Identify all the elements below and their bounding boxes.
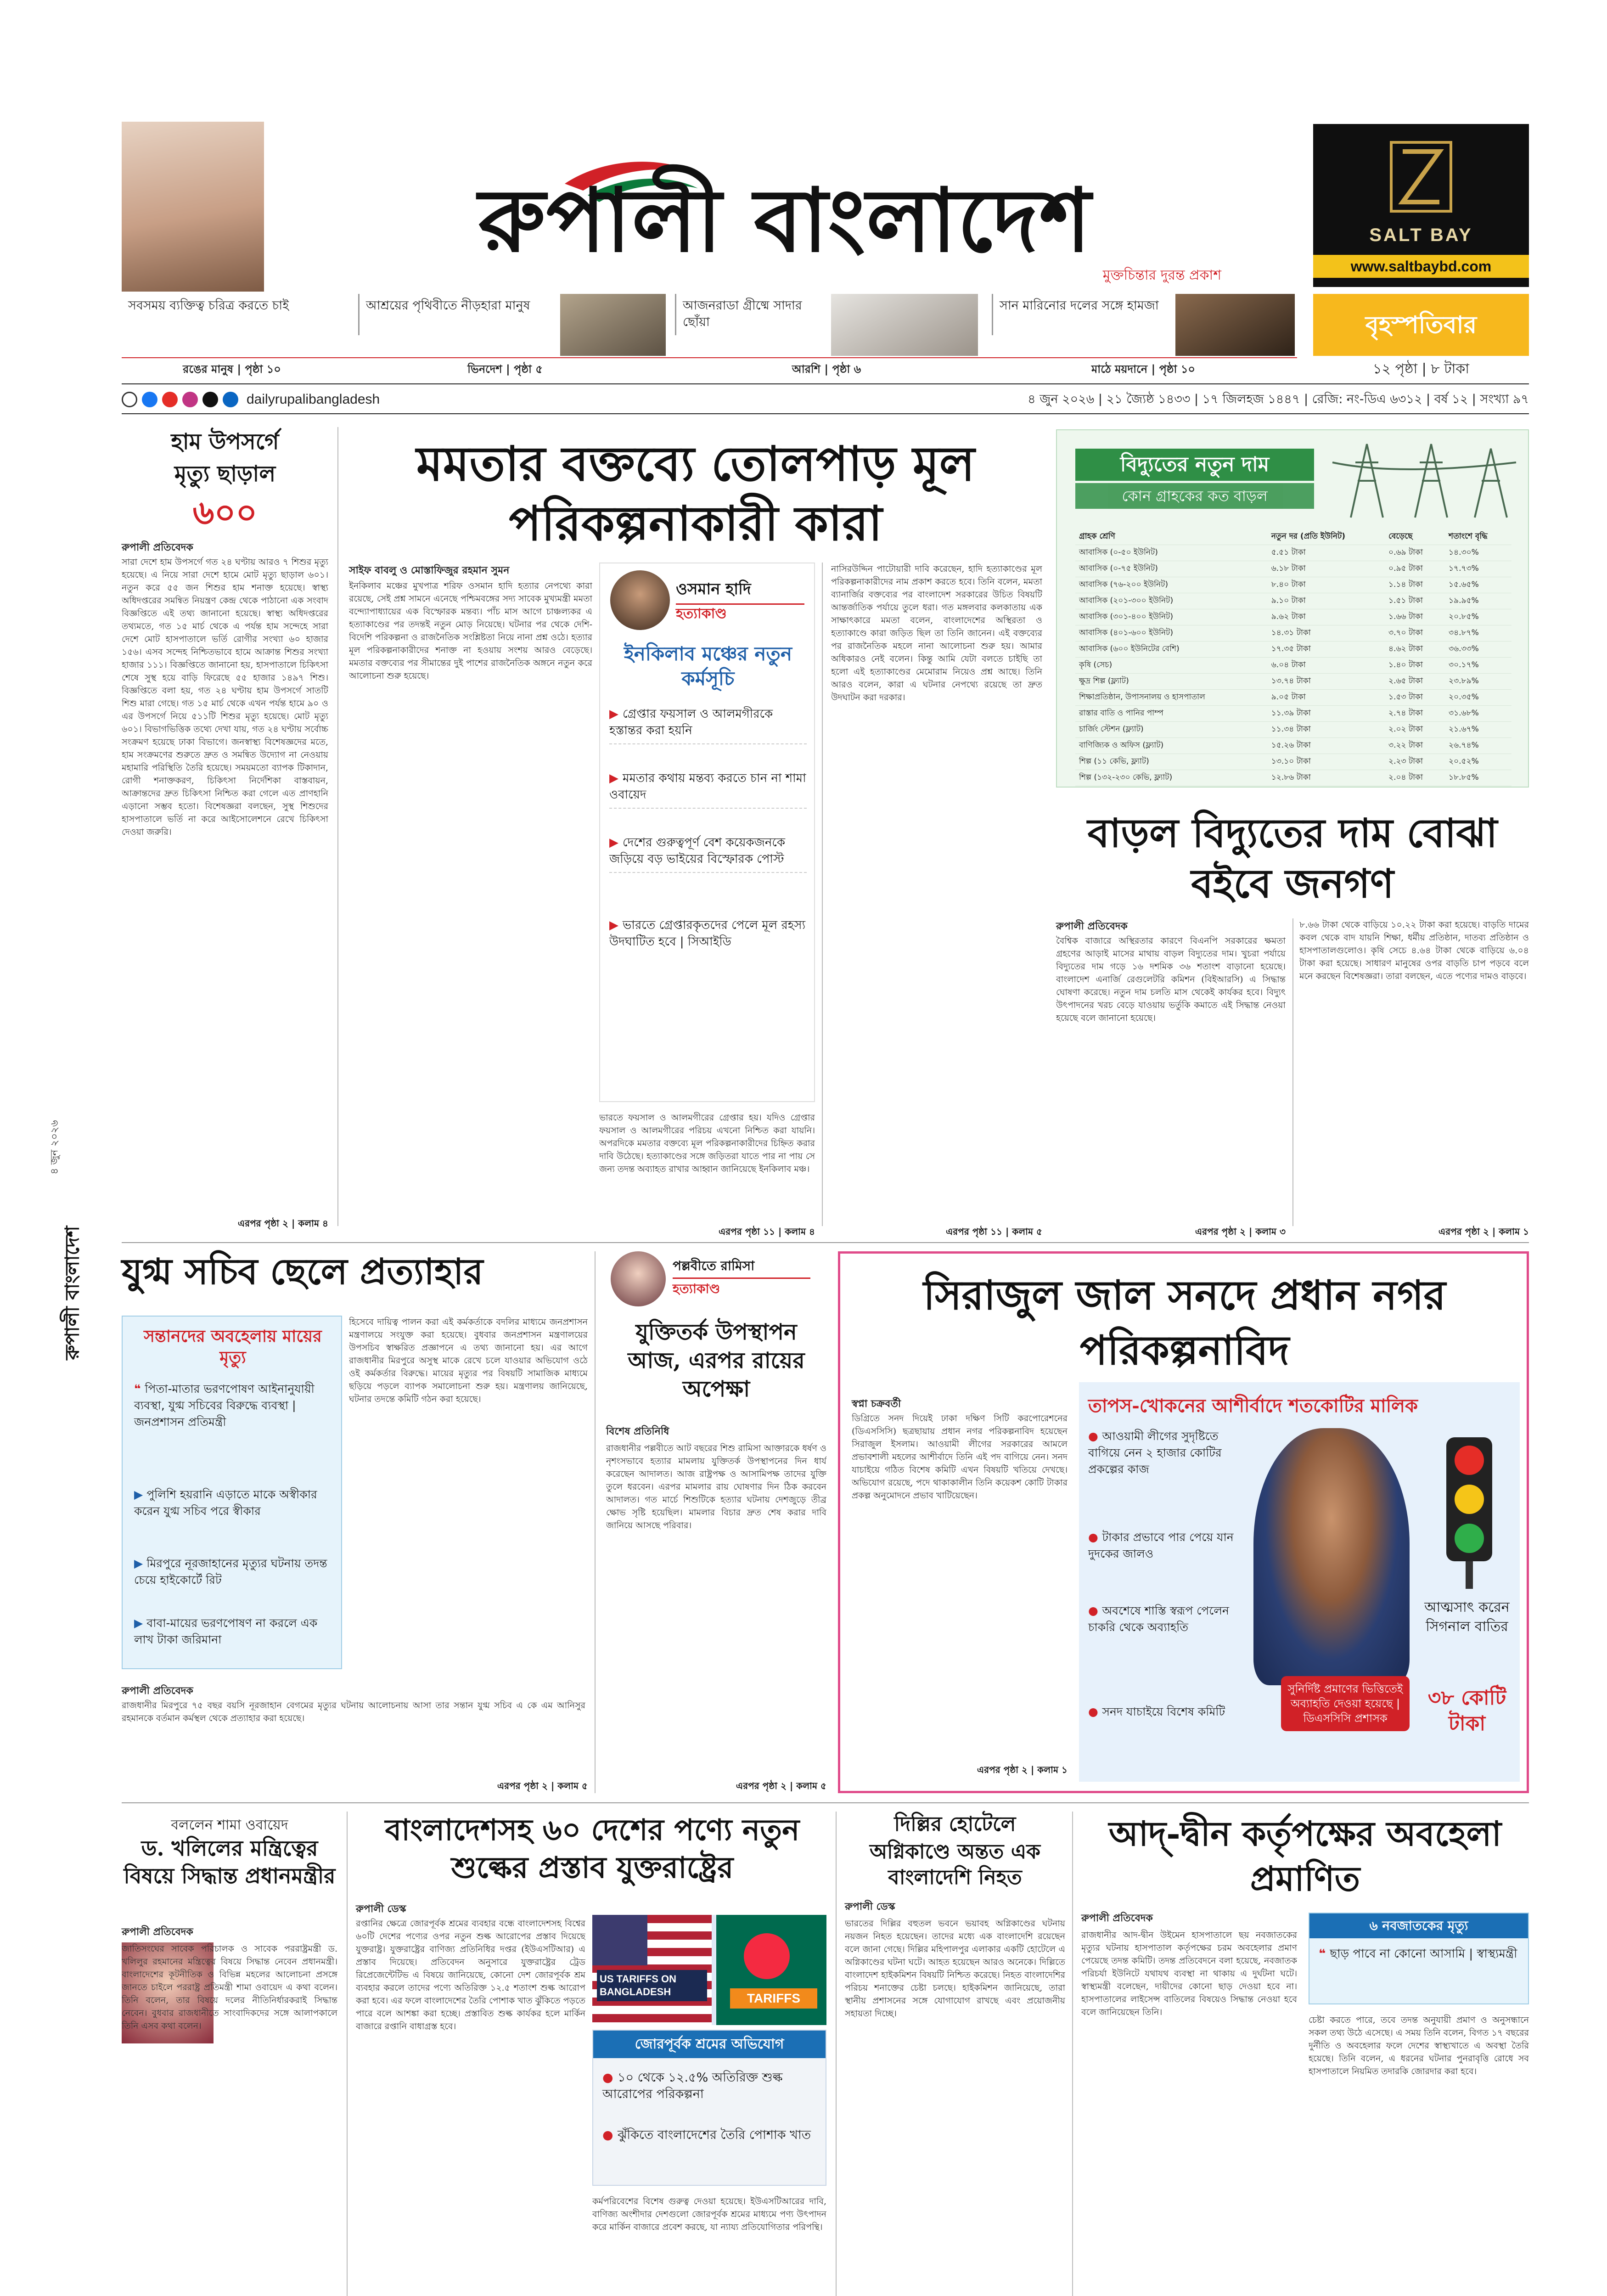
row2-bottom-rule	[122, 1802, 1529, 1803]
teaser-foot-rule	[122, 357, 1297, 358]
tariff-cell: ১৮.৮৫%	[1445, 770, 1511, 786]
tariff-cell: কৃষি (সেচ)	[1075, 658, 1268, 674]
masthead-tagline: মুক্তচিন্তার দুরন্ত প্রকাশ	[1102, 267, 1221, 283]
tariff-cell: ১৫.২৬ টাকা	[1268, 738, 1385, 754]
tariff-cell: রাস্তার বাতি ও পানির পাম্প	[1075, 706, 1268, 722]
khalil-headline: ড. খলিলের মন্ত্রিত্বের বিষয়ে সিদ্ধান্ত প্রধানমন্ত্রীর	[124, 1836, 336, 1888]
secretary-point-3: ▶ মিরপুরে নূরজাহানের মৃত্যুর ঘটনায় তদন্ত চেয়ে হাইকোর্টে রিট	[134, 1557, 327, 1587]
ramisa-kicker-label: হত্যাকাণ্ড	[673, 1281, 720, 1296]
tariff-row	[1075, 738, 1511, 754]
tariff-cell: ২০.৩৫%	[1445, 690, 1511, 706]
tariff-cell: ৫.৫১ টাকা	[1268, 545, 1385, 561]
tariff-cell: ক্ষুদ্র শিল্প (ফ্ল্যাট)	[1075, 674, 1268, 690]
khalil-byline: রুপালী প্রতিবেদক	[122, 1926, 193, 1938]
measles-jump[interactable]: এরপর পৃষ্ঠা ২ | কলাম ৪	[237, 1218, 328, 1229]
tariff-row	[1075, 690, 1511, 706]
saltbay-logo-icon	[1313, 124, 1529, 239]
mamata-right-body: নাসিরউদ্দিন পাটোয়ারী দাবি করেছেন, হাদি হত্যাকাণ্ডের মূল পরিকল্পনাকারীদের নাম প্রকাশ করতে হবে। তিনি বলেন, মমতা ব্যানার্জির বক্তব্যের পর বাংলাদেশ সরকারের উচিত বিষয়টি আন্তর্জাতিক পর্যায়ে তুলে ধরা। গত মঙ্গলবার কলকাতায় এক সাক্ষাৎকারে মমতা বলেন, বাংলাদেশের অস্থিরতা ও হত্যাকাণ্ডে কারা জড়িত ছিল তা তিনি জানেন। এই বক্তব্যের পর রাজনৈতিক মহলে নানা আলোচনা শুরু হয়। আমার অধিকারও নেই বলেন। কিন্তু আমি যেটা বলতে চাইছি তা হলো এই হত্যাকাণ্ডের মেমোরাম নিয়েও প্রশ্ন আছে। তিনি আরও বলেন, কারা এ ঘটনার নেপথ্যে রয়েছে তা দ্রুত উদঘাটন করা দরকার।	[831, 564, 1042, 703]
tariff-row	[1075, 625, 1511, 642]
tariff-row	[1075, 561, 1511, 577]
tariff-cell: ১১.৩৪ টাকা	[1268, 722, 1385, 738]
tariff-cell: ৩.২২ টাকা	[1385, 738, 1445, 754]
teaser-photo-actress	[122, 122, 264, 292]
tariff-cell: ৮.৪০ টাকা	[1268, 577, 1385, 593]
facebook-icon[interactable]	[142, 392, 157, 407]
measles-kicker: হাম উপসর্গে	[171, 429, 279, 455]
hadi-point-1: ▶ গ্রেপ্তার ফয়সাল ও আলমগীরকে হস্তান্তর করা হয়নি	[609, 706, 807, 744]
hadi-point-3: ▶ দেশের গুরুত্বপূর্ণ বেশ কয়েকজনকে জড়িয়ে বড় ভাইয়ের বিস্ফোরক পোস্ট	[609, 834, 807, 873]
col-rule-1	[337, 427, 338, 1226]
hadi-point-4: ▶ ভারতে গ্রেপ্তারকৃতদের পেলে মূল রহস্য উদঘাটিত হবে | সিআইডি	[609, 918, 806, 949]
tariff-col-increase: বেড়েছে	[1385, 529, 1445, 545]
secretary-box-title: সন্তানদের অবহেলায় মায়ের মৃত্যু	[144, 1327, 322, 1367]
tariff-body-2: কর্মপরিবেশের বিশেষ গুরুত্ব দেওয়া হয়েছে। ইউএসটিআরের দাবি, বাণিজ্য অংশীদার দেশগুলো জোরপূর্বক শ্রমের মাধ্যমে পণ্য উৎপাদন করে মার্কিন বাজারে প্রবেশ করছে, যা ন্যায্য প্রতিযোগিতার পরিপন্থি।	[592, 2196, 826, 2232]
tariff-cell: ২১.৬৭%	[1445, 722, 1511, 738]
tariff-cell: ১৫.৬৫%	[1445, 577, 1511, 593]
tariff-cell: ৩৪.৮৭%	[1445, 625, 1511, 642]
tariff-cell: ৪.৬২ টাকা	[1385, 642, 1445, 658]
pages-price: ১২ পৃষ্ঠা | ৮ টাকা	[1372, 361, 1470, 377]
ramisa-body: রাজধানীর পল্লবীতে আট বছরের শিশু রামিসা আক্তারকে ধর্ষণ ও নৃশংসভাবে হত্যার মামলায় যুক্তিতর্ক উপস্থাপনের দিন ধার্য করেছেন আদালত। আজ রাষ্ট্রপক্ষ ও আসামিপক্ষ তাদের যুক্তি তুলে ধরবেন। এরপর মামলার রায় ঘোষণার দিন ঠিক করবেন আদালত। গত মার্চে শিশুটিকে হত্যার ঘটনায় দেশজুড়ে তীব্র ক্ষোভ সৃষ্টি হয়েছিল। মামলার বিচার দ্রুত শেষ করার দাবি জানিয়ে আসছে পরিবার।	[606, 1443, 826, 1531]
hadi-photo	[610, 570, 670, 630]
tariff-row	[1075, 609, 1511, 625]
teaser-3[interactable]	[675, 294, 826, 335]
logo-wordmark[interactable]	[349, 156, 1221, 271]
tariff-cell: ১৭.৩৫ টাকা	[1268, 642, 1385, 658]
spine-label	[28, 1102, 115, 1360]
teaser-4-text: সান মারিনোর দলের সঙ্গে হামজা	[1000, 298, 1159, 313]
measles-number: ৬০০	[192, 493, 258, 532]
power-byline: রুপালী প্রতিবেদক	[1056, 921, 1128, 932]
mamata-body-1: ইনকিলাব মঞ্চের মুখপাত্র শরিফ ওসমান হাদি হত্যার নেপথ্যে কারা রয়েছে, সেই প্রশ্ন সামনে এনেছে পশ্চিমবঙ্গের সদ্য সাবেক মুখ্যমন্ত্রী মমতা বন্দ্যোপাধ্যায়ের এক বিস্ফোরক মন্তব্য। পাঁচ মাস আগে চাঞ্চল্যকর এ হত্যাকাণ্ডের পর তদন্তই নতুন মোড় নিয়েছে। ঘটনার পর থেকে দেশি-বিদেশি পরিকল্পনা ও রাজনৈতিক সংশ্লিষ্টতা নিয়ে নানা প্রশ্ন ওঠে। হত্যার মূল পরিকল্পনাকারীদের শনাক্ত না হওয়ায় সংশয় আরও বেড়েছে। মমতার বক্তব্যের পর সীমান্তের দুই পাশের রাজনৈতিক অঙ্গনে নতুন করে আলোচনা শুরু হয়েছে।	[349, 581, 592, 681]
measles-headline: মৃত্যু ছাড়াল	[174, 461, 276, 487]
tariff-cell: ১৪.৩১ টাকা	[1268, 625, 1385, 642]
planner-point-3: ● অবশেষে শাস্তি স্বরূপ পেলেন চাকরি থেকে অব্যাহতি	[1088, 1604, 1229, 1634]
secretary-jump[interactable]: এরপর পৃষ্ঠা ২ | কলাম ৫	[497, 1780, 588, 1791]
tariff-col-category: গ্রাহক শ্রেণি	[1075, 529, 1268, 545]
khalil-body: জাতিসংঘের সাবেক পরিচালক ও সাবেক পররাষ্ট্রমন্ত্রী ড. খলিলুর রহমানের মন্ত্রিত্বের বিষয়ে সিদ্ধান্ত নেবেন প্রধানমন্ত্রী। বাংলাদেশের কূটনীতিক ও বিভিন্ন মহলের আলোচনা প্রসঙ্গে জানতে চাইলে পররাষ্ট্র প্রতিমন্ত্রী শামা ওবায়েদ এ কথা বলেন। তিনি বলেন, তার বিষয়ে দলের নীতিনির্ধারকরাই সিদ্ধান্ত নেবেন। বুধবার রাজধানীতে সাংবাদিকদের সঙ্গে আলাপকালে তিনি এসব কথা বলেন।	[122, 1944, 337, 2031]
tariff-badge-us: US TARIFFS ON BANGLADESH	[597, 1970, 707, 2001]
tariff-row	[1075, 722, 1511, 738]
tariff-cell: ১৩.১০ টাকা	[1268, 754, 1385, 770]
tariff-box-title: জোরপূর্বক শ্রমের অভিযোগ	[593, 2031, 826, 2058]
tariff-cell: ৯.০৫ টাকা	[1268, 690, 1385, 706]
tariff-cell: ১২.৮৬ টাকা	[1268, 770, 1385, 786]
power-box-title: বিদ্যুতের নতুন দাম	[1075, 449, 1314, 481]
delhi-headline: অগ্নিকাণ্ডে অন্তত এক বাংলাদেশি নিহত	[870, 1840, 1040, 1889]
planner-jump[interactable]: এরপর পৃষ্ঠা ২ | কলাম ১	[977, 1764, 1068, 1775]
tariff-row	[1075, 658, 1511, 674]
negligence-headline: আদ্-দ্বীন কর্তৃপক্ষের অবহেলা প্রমাণিত	[1108, 1814, 1502, 1899]
col-rule-4	[595, 1251, 596, 1793]
signal-text: আত্মসাৎ করেন সিগনাল বাতির	[1424, 1599, 1510, 1635]
tariff-cell: ১.৪০ টাকা	[1385, 658, 1445, 674]
col-rule-2	[822, 563, 823, 1226]
tariff-cell: ১৪.৩০%	[1445, 545, 1511, 561]
tariff-cell: আবাসিক (৪০১-৬০০ ইউনিট)	[1075, 625, 1268, 642]
mamata-body-2: ভারতে ফয়সাল ও আলমগীরের গ্রেপ্তার হয়। যদিও গ্রেপ্তার ফয়সাল ও আলমগীরের পরিচয় এখনো নিশ্চিত করা যায়নি। অপরদিকে মমতার বক্তব্যে মূল পরিকল্পনাকারীদের চিহ্নিত করার দাবি উঠেছে। হত্যাকাণ্ডের সঙ্গে জড়িতরা যাতে পার না পায় সে জন্য তদন্ত অব্যাহত রাখার আহ্বান জানিয়েছে ইনকিলাব মঞ্চ।	[599, 1113, 815, 1174]
tariff-cell: ২০.৮৫%	[1445, 609, 1511, 625]
tariff-graphic	[592, 1915, 826, 2025]
secretary-body: হিসেবে দায়িত্ব পালন করা এই কর্মকর্তাকে বদলির মাধ্যমে জনপ্রশাসন মন্ত্রণালয়ে সংযুক্ত করা হয়েছে। বুধবার জনপ্রশাসন মন্ত্রণালয়ের উপসচিব স্বাক্ষরিত প্রজ্ঞাপনে এ তথ্য জানানো হয়। এর আগে রাজধানীর মিরপুরে অসুস্থ মাকে রেখে চলে যাওয়ার অভিযোগ ওঠে ওই কর্মকর্তার বিরুদ্ধে। মায়ের মৃত্যুর পর বিষয়টি সামাজিক মাধ্যমে ছড়িয়ে পড়লে ব্যাপক সমালোচনা শুরু হয়। মন্ত্রণালয় জানিয়েছে, ঘটনার তদন্তে কমিটি গঠন করা হয়েছে।	[349, 1317, 588, 1404]
planner-point-2: ● টাকার প্রভাবে পার পেয়ে যান দুদকের জালও	[1088, 1531, 1234, 1560]
tariff-cell: ৩০.১৭%	[1445, 658, 1511, 674]
instagram-icon[interactable]	[182, 392, 198, 407]
col-rule-6	[836, 1812, 837, 2296]
planner-quote: সুনির্দিষ্ট প্রমাণের ভিত্তিতেই অব্যাহতি দেওয়া হয়েছে | ডিএসসিসি প্রশাসক	[1281, 1676, 1410, 1731]
linkedin-icon[interactable]	[223, 392, 238, 407]
tariff-row	[1075, 577, 1511, 593]
traffic-light-icon	[1433, 1437, 1506, 1589]
power-body-1: বৈশ্বিক বাজারে অস্থিরতার কারণে বিএনপি সরকারের ক্ষমতা গ্রহণের আড়াই মাসের মাথায় বাড়ল বিদ্যুতের দাম। খুচরা পর্যায়ে বিদ্যুতের দাম গড়ে ১৬ দশমিক ৩৬ শতাংশ বাড়ানো হয়েছে। বাংলাদেশ এনার্জি রেগুলেটরি কমিশন (বিইআরসি) এ সিদ্ধান্ত ঘোষণা করেছে। নতুন দাম চলতি মাস থেকেই কার্যকর হবে। বিদ্যুৎ উৎপাদনের খরচ বেড়ে যাওয়ায় ভর্তুকি কমাতে এই সিদ্ধান্ত নেওয়া হয়েছে বলে জানানো হয়েছে।	[1056, 936, 1286, 1023]
hadi-name: ওসমান হাদি	[676, 577, 804, 605]
teaser-2-photo	[560, 294, 666, 356]
tariff-cell: ২.০৪ টাকা	[1385, 770, 1445, 786]
tariff-cell: ৬.১৮ টাকা	[1268, 561, 1385, 577]
planner-portrait	[1253, 1428, 1410, 1685]
tariff-cell: বাণিজ্যিক ও অফিস (ফ্ল্যাট)	[1075, 738, 1268, 754]
negligence-body-1: রাজধানীর আদ-দ্বীন উইমেন হাসপাতালে ছয় নবজাতকের মৃত্যুর ঘটনায় হাসপাতাল কর্তৃপক্ষের চরম অবহেলার প্রমাণ পেয়েছে তদন্ত কমিটি। তদন্ত প্রতিবেদনে বলা হয়েছে, নবজাতক পরিচর্যা ইউনিটে যথাযথ ব্যবস্থা না থাকায় এ দুর্ঘটনা ঘটে। স্বাস্থ্যমন্ত্রী বলেছেন, দায়ীদের কোনো ছাড় দেওয়া হবে না। হাসপাতালের লাইসেন্স বাতিলের বিষয়েও সিদ্ধান্ত নেওয়া হবে বলে জানিয়েছেন তিনি।	[1081, 1930, 1297, 2017]
power-jump-2[interactable]: এরপর পৃষ্ঠা ২ | কলাম ১	[1438, 1226, 1529, 1237]
tariff-cell: চার্জিং স্টেশন (ফ্ল্যাট)	[1075, 722, 1268, 738]
tariff-cell: ১.৫৩ টাকা	[1385, 690, 1445, 706]
mamata-jump[interactable]: এরপর পৃষ্ঠা ১১ | কলাম ৪	[718, 1226, 815, 1237]
youtube-icon[interactable]	[162, 392, 178, 407]
col-rule-3	[1292, 918, 1293, 1226]
teaser-4-photo	[1175, 294, 1295, 356]
tariff-cell: ২.৭৪ টাকা	[1385, 706, 1445, 722]
tariff-cell: শিল্প (১৩২-২৩০ কেভি, ফ্ল্যাট)	[1075, 770, 1268, 786]
tariff-cell: আবাসিক (০-৭৫ ইউনিট)	[1075, 561, 1268, 577]
planner-headline: সিরাজুল জাল সনদে প্রধান নগর পরিকল্পনাবিদ	[923, 1271, 1446, 1374]
tariff-cell: শিল্প (১১ কেভি, ফ্ল্যাট)	[1075, 754, 1268, 770]
power-jump-1[interactable]: এরপর পৃষ্ঠা ২ | কলাম ৩	[1195, 1226, 1286, 1237]
secretary-point-2: ▶ পুলিশি হয়রানি এড়াতে মাকে অস্বীকার করেন যুগ্ম সচিব পরে স্বীকার	[134, 1488, 317, 1518]
tariff-cell: ৯.১০ টাকা	[1268, 593, 1385, 609]
tariff-cell: ২.৬৫ টাকা	[1385, 674, 1445, 690]
tariff-cell: ২.২৩ টাকা	[1385, 754, 1445, 770]
ramisa-byline: বিশেষ প্রতিনিধি	[606, 1426, 669, 1437]
teaser-2-foot[interactable]: ভিনদেশ | পৃষ্ঠা ৫	[467, 363, 543, 376]
tariff-cell: আবাসিক (৬০০ ইউনিটের বেশি)	[1075, 642, 1268, 658]
power-headline: বাড়ল বিদ্যুতের দাম বোঝা বইবে জনগণ	[1087, 810, 1498, 907]
dateline-bottom-rule	[122, 413, 1529, 414]
teaser-4[interactable]	[992, 294, 1166, 335]
tariff-row	[1075, 770, 1511, 786]
tariff-cell: ১.৬৬ টাকা	[1385, 609, 1445, 625]
tariff-cell: আবাসিক (০-৫০ ইউনিট)	[1075, 545, 1268, 561]
ramisa-jump[interactable]: এরপর পৃষ্ঠা ২ | কলাম ৫	[736, 1780, 826, 1791]
tariff-cell: ২০.৫২%	[1445, 754, 1511, 770]
tariff-byline: রুপালী ডেস্ক	[356, 1903, 406, 1915]
spine-date: ৪ জুন ২০২৬	[49, 1120, 61, 1175]
tariff-cell: ৩৬.৩৩%	[1445, 642, 1511, 658]
teaser-1[interactable]	[122, 294, 310, 335]
dateline: ৪ জুন ২০২৬ | ২১ জ্যৈষ্ঠ ১৪৩৩ | ১৭ জিলহজ ১৪৪৭ | রেজি: নং-ডিএ ৬৩১২ | বর্ষ ১২ | সংখ্যা ৯৭	[1028, 392, 1529, 406]
tariff-cell: ০.৬৯ টাকা	[1385, 545, 1445, 561]
planner-box	[838, 1251, 1529, 1793]
power-body-2: ৮.৬৬ টাকা থেকে বাড়িয়ে ১০.২২ টাকা করা হয়েছে। বাড়তি দামের কবল থেকে বাদ যায়নি শিক্ষা, ধর্মীয় প্রতিষ্ঠান, দাতব্য প্রতিষ্ঠান ও হাসপাতালগুলোও। কৃষি সেচে ৪.৬৪ টাকা থেকে বাড়িয়ে ৬.০৪ টাকা করা হয়েছে। সাধারণ মানুষের ওপর বাড়তি চাপ পড়বে বলে মনে করছেন বিশেষজ্ঞরা। তারা বলছেন, এতে পণ্যের দামও বাড়বে।	[1299, 920, 1529, 981]
tariff-box	[592, 2030, 826, 2186]
tariff-badge-word: TARIFFS	[730, 1988, 817, 2009]
spine-title: রুপালী বাংলাদেশ	[61, 1226, 84, 1360]
tariff-headline: বাংলাদেশসহ ৬০ দেশের পণ্যে নতুন শুল্কের প্রস্তাব যুক্তরাষ্ট্রের	[385, 1813, 800, 1885]
measles-body: সারা দেশে হাম উপসর্গে গত ২৪ ঘণ্টায় আরও ৭ শিশুর মৃত্যু হয়েছে। এ নিয়ে সারা দেশে হামে মোট মৃত্যু ছাড়াল ৬০১। নতুন করে ৫৫ জন শিশুর হাম শনাক্ত হয়েছে। স্বাস্থ্য অধিদপ্তরের সমন্বিত নিয়ন্ত্রণ কেন্দ্র থেকে পাঠানো এক সংবাদ বিজ্ঞপ্তিতে এই তথ্য জানানো হয়েছে। স্বাস্থ্য অধিদপ্তরের তথ্যমতে, গত ১৫ মার্চ থেকে এ পর্যন্ত হাম সন্দেহে সারা দেশে মোট হাসপাতালে ভর্তি রোগীর সংখ্যা ৬০ হাজার ১৫৬। এসব সন্দেহ নিশ্চিতভাবে হামে আক্রান্ত শিশুর সংখ্যা হাজার ১১১। বিজ্ঞপ্তিতে জানানো হয়, হাসপাতালে চিকিৎসা শেষে সুস্থ হয়ে বাড়ি ফিরেছে ৫৫ হাজার ১৪৯৭ শিশু। বিজ্ঞপ্তিতে বলা হয়, গত ২৪ ঘণ্টায় হাম উপসর্গে সাতটি শিশু মারা গেছে। গত ১৫ মার্চ থেকে এখন পর্যন্ত হামে ৯০ ও এর উপসর্গে নিয়ে ৫১১টি শিশুর মৃত্যু হয়েছে। মোট মৃত্যু ৬০১। বিভাগভিত্তিক তথ্যে দেখা যায়, গত ২৪ ঘণ্টায় সর্বোচ্চ সংক্রমণ হয়েছে ঢাকা বিভাগে। জনস্বাস্থ্য বিশেষজ্ঞদের মতে, হাম সংক্রমণের শুরুতে দ্রুত ও সমন্বিত উদ্যোগ না নেওয়ায় মহামারি পরিস্থিতি তৈরি হয়েছে। সময়মতো ব্যাপক টিকাদান, রোগী শনাক্তকরণ, চিকিৎসা নির্দেশিকা বাস্তবায়ন, আক্রান্তদের দ্রুত চিকিৎসা নিশ্চিত করা গেলে এত প্রাণহানি এড়ানো সম্ভব হতো। বিশেষজ্ঞরা বলছেন, সুস্থ শিশুদের হাসপাতালে ভর্তি না করে আইসোলেশনে রেখে চিকিৎসা দেওয়া জরুরি।	[122, 557, 328, 837]
tariff-cell: আবাসিক (২০১-৩০০ ইউনিট)	[1075, 593, 1268, 609]
ramisa-photo	[611, 1251, 666, 1306]
tariff-cell: ৩.৭০ টাকা	[1385, 625, 1445, 642]
tariff-body-1: রপ্তানির ক্ষেত্রে জোরপূর্বক শ্রমের ব্যবহার বন্ধে বাংলাদেশসহ বিশ্বের ৬০টি দেশের পণ্যের ওপর নতুন শুল্ক আরোপের প্রস্তাব দিয়েছে যুক্তরাষ্ট্র। যুক্তরাষ্ট্রের বাণিজ্য প্রতিনিধির দপ্তর (ইউএসটিআর) এ প্রস্তাব দিয়েছে। প্রতিবেদন অনুসারে যুক্তরাষ্ট্রের ট্রেড রিপ্রেজেন্টেটিভ এ বিষয়ে জানিয়েছে, কোনো দেশ জোরপূর্বক শ্রম ব্যবহার করলে তাদের পণ্যে অতিরিক্ত ১২.৫ শতাংশ শুল্ক আরোপ করা হবে। এর ফলে বাংলাদেশের তৈরি পোশাক খাত ঝুঁকিতে পড়তে পারে বলে আশঙ্কা করা হচ্ছে। প্রস্তাবিত শুল্ক কার্যকর হলে মার্কিন বাজারে রপ্তানি বাধাগ্রস্ত হবে।	[356, 1919, 585, 2032]
web-icon[interactable]	[122, 392, 137, 407]
power-tariff-table	[1075, 529, 1511, 786]
tariff-cell: ১৭.৭৩%	[1445, 561, 1511, 577]
tariff-row	[1075, 674, 1511, 690]
delhi-body: ভারতের দিল্লির বহুতল ভবনে ভয়াবহ অগ্নিকাণ্ডের ঘটনায় নয়জন নিহত হয়েছেন। তাদের মধ্যে এক বাংলাদেশি রয়েছেন বলে জানা গেছে। দিল্লির মহিপালপুর এলাকার একটি হোটেলে এ অগ্নিকাণ্ডের ঘটনা ঘটে। আহত হয়েছেন আরও অনেকে। দিল্লিতে বাংলাদেশ হাইকমিশন বিষয়টি নিশ্চিত করেছে। নিহত বাংলাদেশির পরিচয় শনাক্তের চেষ্টা চলছে। হাইকমিশন জানিয়েছে, তারা স্থানীয় প্রশাসনের সঙ্গে যোগাযোগ রাখছে এবং প্রয়োজনীয় সহায়তা দিচ্ছে।	[845, 1919, 1065, 2019]
day-box	[1313, 294, 1529, 356]
negligence-quote: ❝ ছাড় পাবে না কোনো আসামি | স্বাস্থ্যমন্ত্রী	[1319, 1947, 1517, 1961]
tariff-cell: ১১.৩৯ টাকা	[1268, 706, 1385, 722]
us-flag-canton	[592, 1915, 647, 1965]
tariff-cell: ৩১.৬৮%	[1445, 706, 1511, 722]
hadi-sidebar	[599, 563, 815, 1102]
mamata-byline: সাইফ বাবলু ও মোস্তাফিজুর রহমান সুমন	[349, 565, 510, 576]
delhi-kicker: দিল্লির হোটেলে	[894, 1812, 1016, 1836]
negligence-body-2: চেষ্টা করতে পারে, তবে তদন্ত অনুযায়ী প্রমাণ ও অনুসন্ধানে সকল তথ্য উঠে এসেছে। এ সময় তিনি বলেন, বিগত ১৭ বছরের দুর্নীতি ও অবহেলার ফলে দেশের স্বাস্থ্যখাতে এ অবস্থা তৈরি হয়েছে। তিনি বলেন, এ ধরনের ঘটনার পুনরাবৃত্তি রোধে সব হাসপাতালে নিয়মিত তদারকি জোরদার করা হবে।	[1309, 2015, 1529, 2077]
secretary-headline: যুগ্ম সচিব ছেলে প্রত্যাহার	[122, 1251, 483, 1293]
tariff-cell: ৯.৬২ টাকা	[1268, 609, 1385, 625]
teaser-4-foot[interactable]: মাঠে ময়দানে | পৃষ্ঠা ১০	[1091, 363, 1195, 376]
power-tower-icon	[1323, 435, 1521, 522]
dateline-top-rule	[122, 383, 1529, 384]
social-handle[interactable]: dailyrupalibangladesh	[247, 392, 380, 407]
ramisa-headline: যুক্তিতর্ক উপস্থাপন আজ, এরপর রায়ের অপেক্ষা	[628, 1319, 805, 1402]
negligence-box	[1309, 1913, 1529, 2004]
secretary-byline: রুপালী প্রতিবেদক	[122, 1685, 193, 1697]
teaser-3-foot[interactable]: আরশি | পৃষ্ঠা ৬	[792, 363, 861, 376]
saltbay-url: www.saltbaybd.com	[1313, 255, 1529, 278]
masthead-title: রুপালী বাংলাদেশ	[478, 169, 1092, 271]
teaser-1-text: সবসময় ব্যক্তিত্ব চরিত্র করতে চাই	[128, 298, 289, 313]
tariff-cell: ১৯.৯৫%	[1445, 593, 1511, 609]
tariff-cell: ১.১৪ টাকা	[1385, 577, 1445, 593]
secretary-point-4: ▶ বাবা-মায়ের ভরণপোষণ না করলে এক লাখ টাকা জরিমানা	[134, 1616, 318, 1646]
saltbay-ad[interactable]	[1313, 124, 1529, 287]
planner-graphic	[1079, 1382, 1520, 1782]
tariff-point-2: ● ঝুঁকিতে বাংলাদেশের তৈরি পোশাক খাত	[602, 2128, 811, 2142]
tariff-row	[1075, 593, 1511, 609]
tariff-cell: ১.৫১ টাকা	[1385, 593, 1445, 609]
secretary-box	[122, 1316, 342, 1669]
hadi-point-2: ▶ মমতার কথায় মন্তব্য করতে চান না শামা ওবায়েদ	[609, 770, 807, 809]
tariff-cell: ০.৯৫ টাকা	[1385, 561, 1445, 577]
negligence-box-title: ৬ নবজাতকের মৃত্যু	[1309, 1913, 1528, 1938]
social-icons	[122, 389, 380, 410]
day-label: বৃহস্পতিবার	[1365, 311, 1477, 339]
power-box	[1056, 429, 1529, 788]
secretary-point-1: ❝ পিতা-মাতার ভরণপোষণ আইনানুযায়ী ব্যবস্থা, যুগ্ম সচিবের বিরুদ্ধে ব্যবস্থা | জনপ্রশাসন প্রতিমন্ত্রী	[134, 1382, 315, 1429]
mamata-headline: মমতার বক্তব্যে তোলপাড় মূল পরিকল্পনাকারী কারা	[416, 435, 975, 551]
x-icon[interactable]	[202, 392, 218, 407]
khalil-kicker: বললেন শামা ওবায়েদ	[171, 1817, 288, 1833]
mamata-right-jump[interactable]: এরপর পৃষ্ঠা ১১ | কলাম ৫	[945, 1226, 1042, 1237]
planner-banner: তাপস-খোকনের আশীর্বাদে শতকোটির মালিক	[1088, 1395, 1418, 1417]
col-rule-7	[1072, 1812, 1073, 2296]
teaser-1-foot[interactable]: রঙের মানুষ | পৃষ্ঠা ১০	[183, 363, 281, 376]
measles-byline: রুপালী প্রতিবেদক	[122, 542, 193, 553]
tariff-col-percent: শতাংশে বৃদ্ধি	[1445, 529, 1511, 545]
teaser-2[interactable]	[358, 294, 556, 335]
power-box-subtitle: কোন গ্রাহকের কত বাড়ল	[1075, 483, 1314, 509]
row1-bottom-rule	[122, 1242, 1529, 1243]
tariff-cell: ২৩.৮৯%	[1445, 674, 1511, 690]
saltbay-brand: SALT BAY	[1369, 225, 1473, 245]
delhi-byline: রুপালী ডেস্ক	[845, 1901, 895, 1913]
tariff-cell: ১৩.৭৪ টাকা	[1268, 674, 1385, 690]
tariff-cell: ৬.০৪ টাকা	[1268, 658, 1385, 674]
planner-body: ডিগ্রিতে সনদ দিয়েই ঢাকা দক্ষিণ সিটি করপোরেশনের (ডিএসসিসি) ছত্রছায়ায় প্রধান নগর পরিকল্পনাবিদ হয়েছেন সিরাজুল ইসলাম। আওয়ামী লীগের সরকারের আমলে প্রভাবশালী মহলের আশীর্বাদে তিনি এই পদ বাগিয়ে নেন। সনদ যাচাইয়ে গঠিত বিশেষ কমিটি এখন বিষয়টি খতিয়ে দেখছে। অভিযোগ রয়েছে, পদে থাকাকালীন তিনি কয়েকশ কোটি টাকার প্রকল্প অনুমোদনে প্রভাব খাটিয়েছেন।	[852, 1413, 1068, 1501]
tariff-row	[1075, 642, 1511, 658]
tariff-row	[1075, 706, 1511, 722]
signal-amount: ৩৮ কোটি টাকা	[1427, 1686, 1506, 1735]
teaser-2-text: আশ্রয়ের পৃথিবীতে নীড়হারা মানুষ	[366, 298, 530, 313]
ramisa-kicker-name: পল্লবীতে রামিসা	[673, 1256, 810, 1279]
planner-byline: স্বপ্না চক্রবর্তী	[852, 1398, 901, 1410]
planner-point-1: ● আওয়ামী লীগের সুদৃষ্টিতে বাগিয়ে নেন ২ হাজার কোটির প্রকল্পের কাজ	[1088, 1429, 1222, 1476]
secretary-lower: রাজধানীর মিরপুরে ৭৫ বছর বয়সি নূরজাহান বেগমের মৃত্যুর ঘটনায় আলোচনায় আসা তার সন্তান যুগ্ম সচিব এ কে এম আনিসুর রহমানকে বর্তমান কর্মস্থল থেকে প্রত্যাহার করা হয়েছে।	[122, 1700, 585, 1723]
hadi-label: হত্যাকাণ্ড	[676, 606, 727, 622]
tariff-point-1: ● ১০ থেকে ১২.৫% অতিরিক্ত শুল্ক আরোপের পরিকল্পনা	[602, 2071, 783, 2101]
tariff-col-rate: নতুন দর (প্রতি ইউনিট)	[1268, 529, 1385, 545]
tariff-cell: আবাসিক (৩০১-৪০০ ইউনিট)	[1075, 609, 1268, 625]
tariff-row	[1075, 545, 1511, 561]
tariff-cell: আবাসিক (৭৬-২০০ ইউনিট)	[1075, 577, 1268, 593]
teaser-3-photo	[831, 294, 978, 356]
negligence-byline: রুপালী প্রতিবেদক	[1081, 1913, 1153, 1924]
teaser-3-text: আজনরাডা গ্রীষ্মে সাদার ছোঁয়া	[683, 298, 802, 329]
tariff-row	[1075, 754, 1511, 770]
planner-point-4: ● সনদ যাচাইয়ে বিশেষ কমিটি	[1088, 1705, 1225, 1718]
bd-flag-circle	[744, 1933, 790, 1979]
hadi-sidebar-heading: ইনকিলাব মঞ্চের নতুন কর্মসূচি	[624, 642, 792, 690]
tariff-cell: শিক্ষাপ্রতিষ্ঠান, উপাসনালয় ও হাসপাতাল	[1075, 690, 1268, 706]
tariff-cell: ২৬.৭৪%	[1445, 738, 1511, 754]
col-rule-5	[347, 1812, 348, 2296]
tariff-cell: ২.০২ টাকা	[1385, 722, 1445, 738]
